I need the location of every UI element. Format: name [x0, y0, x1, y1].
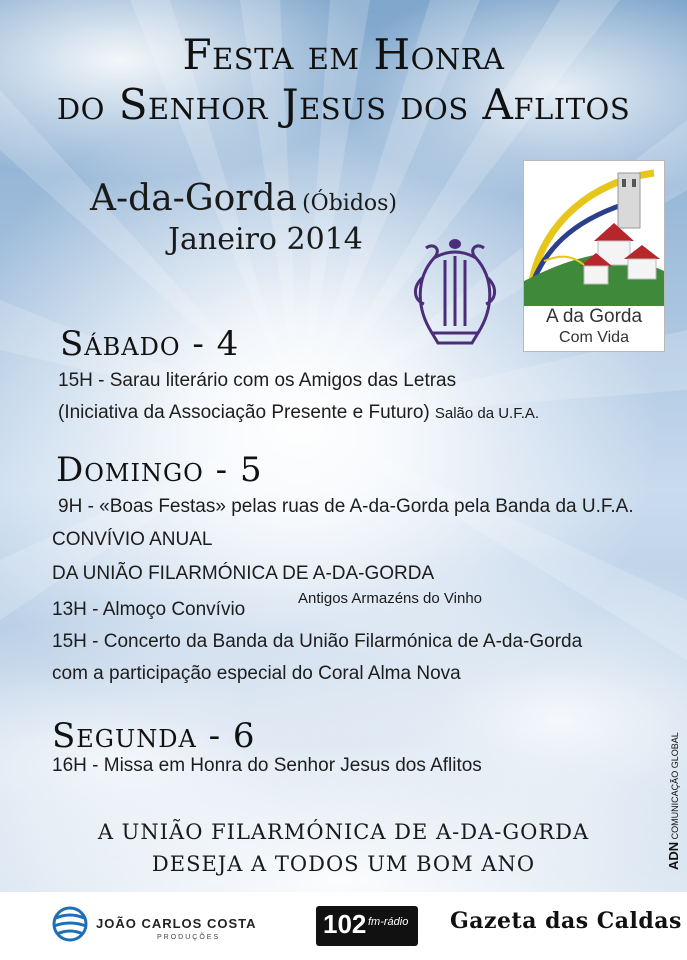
location: [90, 178, 397, 219]
sponsor-jcc-name: JOÃO CARLOS COSTA: [96, 916, 257, 931]
closing-line-2: DESEJA A TODOS UM BOM ANO: [151, 852, 536, 876]
saturday-line-1: 15H - Sarau literário com os Amigos das Letras: [58, 370, 457, 391]
title-line-1: Festa em Honra: [182, 30, 505, 79]
adn-credit: [666, 732, 681, 870]
location-region: (Óbidos): [302, 191, 398, 216]
sunday-line-2: CONVÍVIO ANUAL: [52, 529, 213, 550]
lyre-emblem-icon: [412, 238, 498, 348]
logo-caption-line-2: Com Vida: [559, 329, 629, 346]
globe-logo-icon: [52, 904, 90, 944]
sunday-line-1: 9H - «Boas Festas» pelas ruas de A-da-Gorda pela Banda da U.F.A.: [58, 496, 634, 517]
sunday-line-5: 15H - Concerto da Banda da União Filarmónica de A-da-Gorda: [52, 631, 583, 652]
closing-line-1: A UNIÃO FILARMÓNICA DE A-DA-GORDA: [97, 820, 590, 844]
sunday-line-6: com a participação especial do Coral Alma Nova: [52, 663, 461, 684]
sponsor-102-fm-radio: [316, 906, 418, 946]
saturday-line-2-row: [58, 402, 539, 424]
adn-text: COMUNICAÇÃO GLOBAL: [670, 732, 680, 840]
logo-caption-line-1: A da Gorda: [545, 306, 643, 327]
saturday-line-2: (Iniciativa da Associação Presente e Futuro): [58, 402, 430, 423]
radio-name: fm-rádio: [368, 916, 409, 928]
sunday-heading: Domingo - 5: [56, 450, 263, 490]
event-date: Janeiro 2014: [168, 222, 363, 257]
sunday-venue: Antigos Armazéns do Vinho: [298, 590, 483, 607]
radio-number: 102: [323, 909, 367, 939]
a-da-gorda-com-vida-logo: [523, 160, 665, 352]
sunday-line-3: DA UNIÃO FILARMÓNICA DE A-DA-GORDA: [52, 563, 435, 584]
monday-heading: Segunda - 6: [52, 716, 256, 756]
saturday-venue: Salão da U.F.A.: [434, 405, 540, 422]
sponsor-jcc-sub: PRODUÇÕES: [157, 934, 221, 941]
sponsor-gazeta-das-caldas: Gazeta das Caldas: [450, 908, 682, 934]
saturday-heading: Sábado - 4: [60, 324, 240, 364]
adn-brand: ADN: [666, 841, 681, 870]
monday-line-1: 16H - Missa em Honra do Senhor Jesus dos Aflitos: [52, 755, 482, 776]
sponsor-footer: [0, 892, 687, 960]
sunday-line-4: 13H - Almoço Convívio: [52, 599, 246, 620]
village-logo-icon: [524, 161, 664, 306]
title-line-2: do Senhor Jesus dos Aflitos: [56, 80, 631, 129]
location-place: A-da-Gorda: [90, 178, 297, 219]
